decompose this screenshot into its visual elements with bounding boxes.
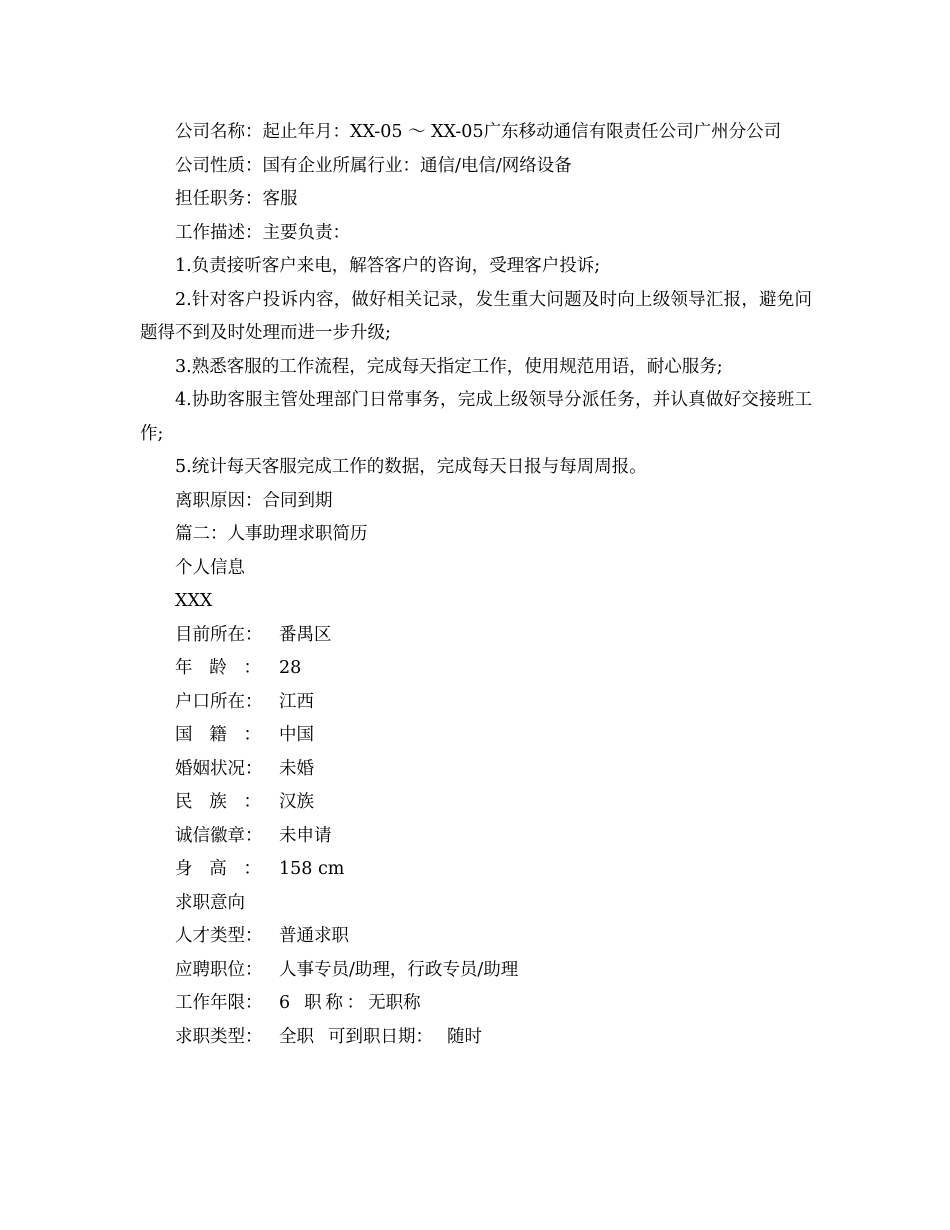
duty-item-5: 5.统计每天客服完成工作的数据，完成每天日报与每周周报。 — [175, 457, 647, 477]
work-years-label: 工作年限： — [175, 993, 263, 1013]
marital-row — [140, 753, 812, 787]
applied-position-value: 人事专员/助理，行政专员/助理 — [279, 959, 519, 980]
duty-item-2: 2.针对客户投诉内容，做好相关记录，发生重大问题及时向上级领导汇报，避免问题得不到及时处理而进一步升级; — [140, 289, 812, 343]
professional-title-value: 无职称 — [368, 993, 421, 1013]
nationality-row — [140, 719, 812, 753]
start-date-label: 可到职日期： — [328, 1026, 433, 1047]
ethnicity-label: 民族： — [175, 792, 261, 812]
location-value: 番禺区 — [279, 624, 332, 645]
ethnicity-value: 汉族 — [279, 792, 314, 812]
company-nature-line: 公司性质：国有企业所属行业：通信/电信/网络设备 — [175, 155, 572, 176]
age-row — [140, 652, 812, 686]
work-description-line: 工作描述：主要负责： — [175, 222, 350, 243]
resume-content — [140, 116, 812, 1054]
work-years-value: 6 — [279, 993, 291, 1013]
talent-type-value: 普通求职 — [279, 926, 349, 946]
job-type-value: 全职 — [279, 1026, 314, 1047]
applied-position-row — [140, 954, 812, 988]
location-label: 目前所在： — [175, 624, 263, 645]
start-date-value: 随时 — [447, 1026, 482, 1047]
hukou-value: 江西 — [279, 691, 314, 712]
position-line: 担任职务：客服 — [175, 189, 298, 209]
nationality-value: 中国 — [279, 725, 314, 745]
leave-reason-line: 离职原因：合同到期 — [175, 490, 333, 511]
ethnicity-row — [140, 786, 812, 820]
talent-type-label: 人才类型： — [175, 926, 263, 946]
height-label: 身高： — [175, 859, 261, 879]
personal-info-heading: 个人信息 — [175, 557, 245, 578]
duty-item-4: 4.协助客服主管处理部门日常事务，完成上级领导分派任务，并认真做好交接班工作; — [140, 390, 812, 444]
age-label: 年龄： — [175, 658, 261, 678]
credit-badge-row — [140, 820, 812, 854]
hukou-label: 户口所在： — [175, 691, 263, 712]
height-row — [140, 853, 812, 887]
work-years-row — [140, 987, 812, 1021]
job-intention-heading: 求职意向 — [175, 892, 245, 913]
duty-item-3: 3.熟悉客服的工作流程，完成每天指定工作，使用规范用语，耐心服务; — [175, 356, 723, 377]
duty-item-1: 1.负责接听客户来电，解答客户的咨询，受理客户投诉; — [175, 256, 601, 276]
marital-label: 婚姻状况： — [175, 758, 263, 779]
talent-type-row — [140, 920, 812, 954]
job-type-row — [140, 1021, 812, 1055]
nationality-label: 国籍： — [175, 725, 261, 745]
credit-badge-label: 诚信徽章： — [175, 825, 263, 846]
credit-badge-value: 未申请 — [279, 825, 332, 846]
professional-title-label: 职称： — [304, 993, 365, 1013]
company-line: 公司名称：起止年月：XX-05 ～ XX-05广东移动通信有限责任公司广州分公司 — [175, 122, 782, 142]
age-value: 28 — [279, 658, 302, 678]
hukou-row — [140, 686, 812, 720]
height-value: 158 cm — [279, 859, 345, 879]
applicant-name: XXX — [175, 591, 213, 611]
location-row — [140, 619, 812, 653]
applied-position-label: 应聘职位： — [175, 959, 263, 980]
section-title: 篇二：人事助理求职简历 — [175, 524, 368, 544]
job-type-label: 求职类型： — [175, 1026, 263, 1047]
marital-value: 未婚 — [279, 758, 314, 779]
